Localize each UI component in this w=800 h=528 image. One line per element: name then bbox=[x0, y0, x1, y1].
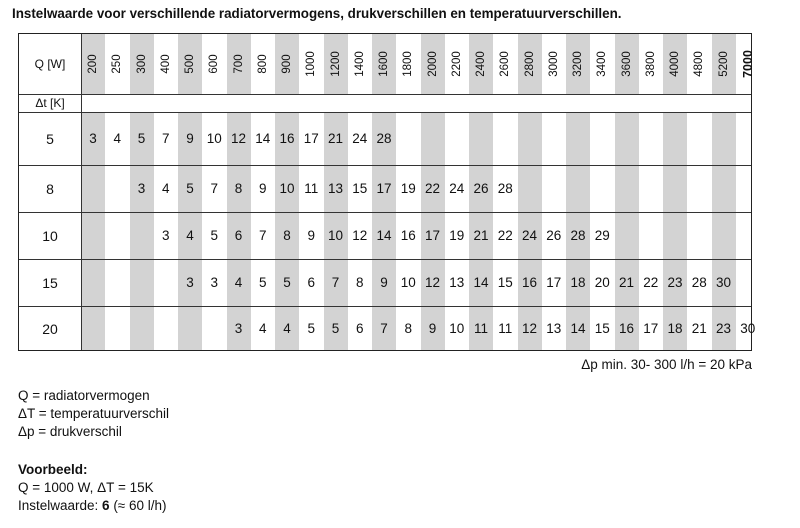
table-cell: 28 bbox=[376, 130, 392, 146]
table-cell: 28 bbox=[497, 180, 513, 196]
table-cell: 24 bbox=[352, 130, 368, 146]
column-header bbox=[493, 35, 517, 93]
table-cell: 5 bbox=[258, 274, 267, 290]
table-cell: 5 bbox=[186, 180, 194, 196]
table-cell: 22 bbox=[497, 227, 513, 243]
table-cell: 13 bbox=[327, 180, 344, 196]
column-header-text: 800 bbox=[256, 54, 269, 74]
table-cell: 17 bbox=[643, 321, 659, 336]
column-header-text: 1400 bbox=[353, 51, 366, 77]
column-header bbox=[421, 35, 445, 93]
table-cell: 10 bbox=[449, 321, 465, 336]
table-cell: 12 bbox=[352, 227, 368, 243]
row-label-dt: 5 bbox=[46, 130, 54, 147]
column-header bbox=[736, 35, 760, 93]
column-header bbox=[590, 35, 614, 93]
table-cell: 3 bbox=[234, 321, 243, 336]
example-line2-prefix: Instelwaarde: bbox=[18, 498, 103, 513]
column-header bbox=[663, 35, 687, 93]
table-cell: 15 bbox=[497, 274, 513, 290]
row-divider bbox=[19, 306, 751, 307]
column-header bbox=[130, 35, 154, 93]
example-line2 bbox=[18, 498, 167, 513]
column-header bbox=[615, 35, 639, 93]
column-header bbox=[348, 35, 372, 93]
column-header bbox=[445, 35, 469, 93]
table-cell: 13 bbox=[546, 321, 562, 336]
table-cell: 16 bbox=[521, 274, 538, 290]
table-cell: 5 bbox=[137, 130, 146, 146]
table-cell: 17 bbox=[424, 227, 441, 243]
table-cell: 7 bbox=[258, 227, 267, 243]
table-cell: 4 bbox=[113, 130, 121, 146]
table-cell: 23 bbox=[715, 321, 732, 336]
table-cell: 12 bbox=[424, 274, 441, 290]
column-header bbox=[518, 35, 542, 93]
table-cell: 26 bbox=[473, 180, 489, 196]
row-label-dt: 15 bbox=[42, 274, 58, 291]
table-cell: 9 bbox=[186, 130, 194, 146]
table-cell: 30 bbox=[740, 321, 756, 336]
table-cell: 21 bbox=[327, 130, 344, 146]
column-header bbox=[227, 35, 251, 93]
table-cell: 9 bbox=[307, 227, 315, 243]
settings-table bbox=[18, 33, 756, 351]
column-header-text: 2800 bbox=[523, 51, 536, 77]
table-cell: 10 bbox=[327, 227, 344, 243]
column-header-text: 3400 bbox=[596, 51, 609, 77]
example-line2-suffix: (≈ 60 l/h) bbox=[109, 498, 167, 513]
column-header-text: 7000 bbox=[740, 50, 755, 78]
table-cell: 4 bbox=[186, 227, 194, 243]
table-cell: 9 bbox=[380, 274, 388, 290]
column-header-text: 2000 bbox=[426, 51, 439, 77]
column-header-text: 1800 bbox=[402, 51, 415, 77]
column-header bbox=[251, 35, 275, 93]
table-cell: 4 bbox=[161, 180, 170, 196]
column-header bbox=[372, 35, 396, 93]
table-cell: 5 bbox=[331, 321, 340, 336]
table-cell: 8 bbox=[283, 227, 291, 243]
table-cell: 16 bbox=[618, 321, 635, 336]
example-line2-value: 6 bbox=[102, 498, 110, 513]
legend-dt: ΔT = temperatuurverschil bbox=[18, 406, 169, 421]
table-cell: 7 bbox=[161, 130, 170, 146]
dt-header-label: Δt [K] bbox=[35, 96, 65, 110]
pressure-note: Δp min. 30- 300 l/h = 20 kPa bbox=[581, 357, 752, 372]
table-cell: 10 bbox=[400, 274, 416, 290]
table-cell: 17 bbox=[546, 274, 562, 290]
q-header-label: Q [W] bbox=[34, 57, 66, 71]
table-cell: 6 bbox=[355, 321, 364, 336]
column-header-text: 2400 bbox=[475, 51, 487, 77]
table-cell: 12 bbox=[521, 321, 538, 336]
column-header-text: 3800 bbox=[644, 51, 657, 77]
table-cell: 3 bbox=[186, 274, 194, 290]
legend-q: Q = radiatorvermogen bbox=[18, 388, 150, 403]
table-cell: 14 bbox=[473, 274, 489, 290]
table-cell: 7 bbox=[210, 180, 218, 196]
column-header bbox=[566, 35, 590, 93]
column-header-text: 4800 bbox=[693, 51, 706, 77]
table-cell: 16 bbox=[400, 227, 416, 243]
table-cell: 14 bbox=[255, 130, 271, 146]
table-cell: 24 bbox=[521, 227, 538, 243]
legend-dp: Δp = drukverschil bbox=[18, 424, 122, 439]
column-header-text: 1600 bbox=[378, 51, 390, 77]
table-cell: 11 bbox=[473, 321, 488, 336]
row-label-dt: 8 bbox=[46, 180, 54, 197]
table-cell: 21 bbox=[691, 321, 707, 336]
column-header bbox=[299, 35, 323, 93]
table-cell: 14 bbox=[570, 321, 586, 336]
column-header bbox=[81, 35, 105, 93]
table-cell: 22 bbox=[424, 180, 441, 196]
column-header-text: 4000 bbox=[669, 51, 681, 77]
table-cell: 11 bbox=[498, 321, 513, 336]
column-header-text: 3600 bbox=[620, 51, 633, 77]
table-cell: 28 bbox=[691, 274, 707, 290]
table-cell: 10 bbox=[206, 130, 222, 146]
column-header bbox=[105, 35, 129, 93]
table-cell: 4 bbox=[234, 274, 243, 290]
column-header bbox=[469, 35, 493, 93]
table-cell: 14 bbox=[376, 227, 392, 243]
column-header bbox=[639, 35, 663, 93]
column-header bbox=[275, 35, 299, 93]
column-header-text: 600 bbox=[208, 54, 221, 74]
column-header-text: 5200 bbox=[717, 51, 730, 77]
table-cell: 7 bbox=[331, 274, 340, 290]
table-cell: 3 bbox=[89, 130, 97, 146]
table-cell: 18 bbox=[667, 321, 683, 336]
table-cell: 21 bbox=[618, 274, 635, 290]
table-cell: 28 bbox=[570, 227, 586, 243]
table-cell: 12 bbox=[230, 130, 247, 146]
table-cell: 17 bbox=[376, 180, 392, 196]
column-header-text: 1000 bbox=[305, 51, 318, 77]
table-cell: 18 bbox=[570, 274, 586, 290]
table-cell: 5 bbox=[307, 321, 315, 336]
column-header-text: 900 bbox=[281, 54, 293, 74]
table-cell: 7 bbox=[380, 321, 388, 336]
dt-header-band bbox=[81, 94, 751, 112]
table-cell: 8 bbox=[404, 321, 412, 336]
table-cell: 9 bbox=[428, 321, 437, 336]
row-label-dt: 20 bbox=[42, 321, 58, 337]
column-header-text: 500 bbox=[184, 54, 196, 74]
table-cell: 3 bbox=[137, 180, 146, 196]
row-divider bbox=[19, 112, 751, 113]
table-cell: 29 bbox=[594, 227, 610, 243]
column-header bbox=[178, 35, 202, 93]
column-header-text: 1200 bbox=[329, 51, 342, 77]
table-cell: 10 bbox=[279, 180, 295, 196]
table-cell: 19 bbox=[400, 180, 416, 196]
row-label-dt: 10 bbox=[42, 227, 58, 244]
column-header-text: 2200 bbox=[450, 51, 463, 77]
row-divider bbox=[19, 212, 751, 213]
table-cell: 21 bbox=[473, 227, 489, 243]
column-header bbox=[154, 35, 178, 93]
column-header-text: 400 bbox=[159, 54, 172, 74]
column-header-text: 700 bbox=[232, 54, 245, 74]
table-cell: 15 bbox=[352, 180, 368, 196]
column-header-text: 3200 bbox=[572, 51, 584, 77]
table-cell: 4 bbox=[258, 321, 267, 336]
example-line1: Q = 1000 W, ΔT = 15K bbox=[18, 480, 154, 495]
table-cell: 24 bbox=[449, 180, 465, 196]
column-header-text: 3000 bbox=[547, 51, 560, 77]
column-header bbox=[712, 35, 736, 93]
table-cell: 8 bbox=[355, 274, 364, 290]
table-cell: 9 bbox=[258, 180, 267, 196]
row-divider bbox=[19, 94, 751, 95]
table-cell: 11 bbox=[304, 180, 319, 196]
table-cell: 23 bbox=[667, 274, 683, 290]
row-divider bbox=[19, 259, 751, 260]
table-cell: 22 bbox=[643, 274, 659, 290]
table-cell: 3 bbox=[161, 227, 170, 243]
table-cell: 16 bbox=[279, 130, 295, 146]
page-title: Instelwaarde voor verschillende radiatorvermogens, drukverschillen en temperatuurverschillen. bbox=[12, 6, 622, 21]
table-cell: 26 bbox=[546, 227, 562, 243]
row-divider bbox=[19, 165, 751, 166]
column-header bbox=[202, 35, 226, 93]
column-header-text: 300 bbox=[135, 54, 148, 74]
column-header bbox=[396, 35, 420, 93]
table-cell: 6 bbox=[234, 227, 243, 243]
table-cell: 6 bbox=[307, 274, 315, 290]
table-cell: 4 bbox=[283, 321, 291, 336]
column-header bbox=[324, 35, 348, 93]
table-cell: 17 bbox=[303, 130, 319, 146]
column-header-text: 250 bbox=[111, 54, 124, 74]
column-header-text: 200 bbox=[87, 54, 99, 74]
table-cell: 19 bbox=[449, 227, 465, 243]
table-cell: 5 bbox=[210, 227, 218, 243]
table-cell: 13 bbox=[449, 274, 465, 290]
column-header bbox=[687, 35, 711, 93]
table-cell: 8 bbox=[234, 180, 243, 196]
table-cell: 5 bbox=[283, 274, 291, 290]
table-cell: 20 bbox=[594, 274, 610, 290]
column-header bbox=[542, 35, 566, 93]
example-heading: Voorbeeld: bbox=[18, 462, 88, 477]
table-cell: 30 bbox=[715, 274, 732, 290]
column-header-text: 2600 bbox=[499, 51, 512, 77]
table-cell: 15 bbox=[594, 321, 610, 336]
table-cell: 3 bbox=[210, 274, 218, 290]
